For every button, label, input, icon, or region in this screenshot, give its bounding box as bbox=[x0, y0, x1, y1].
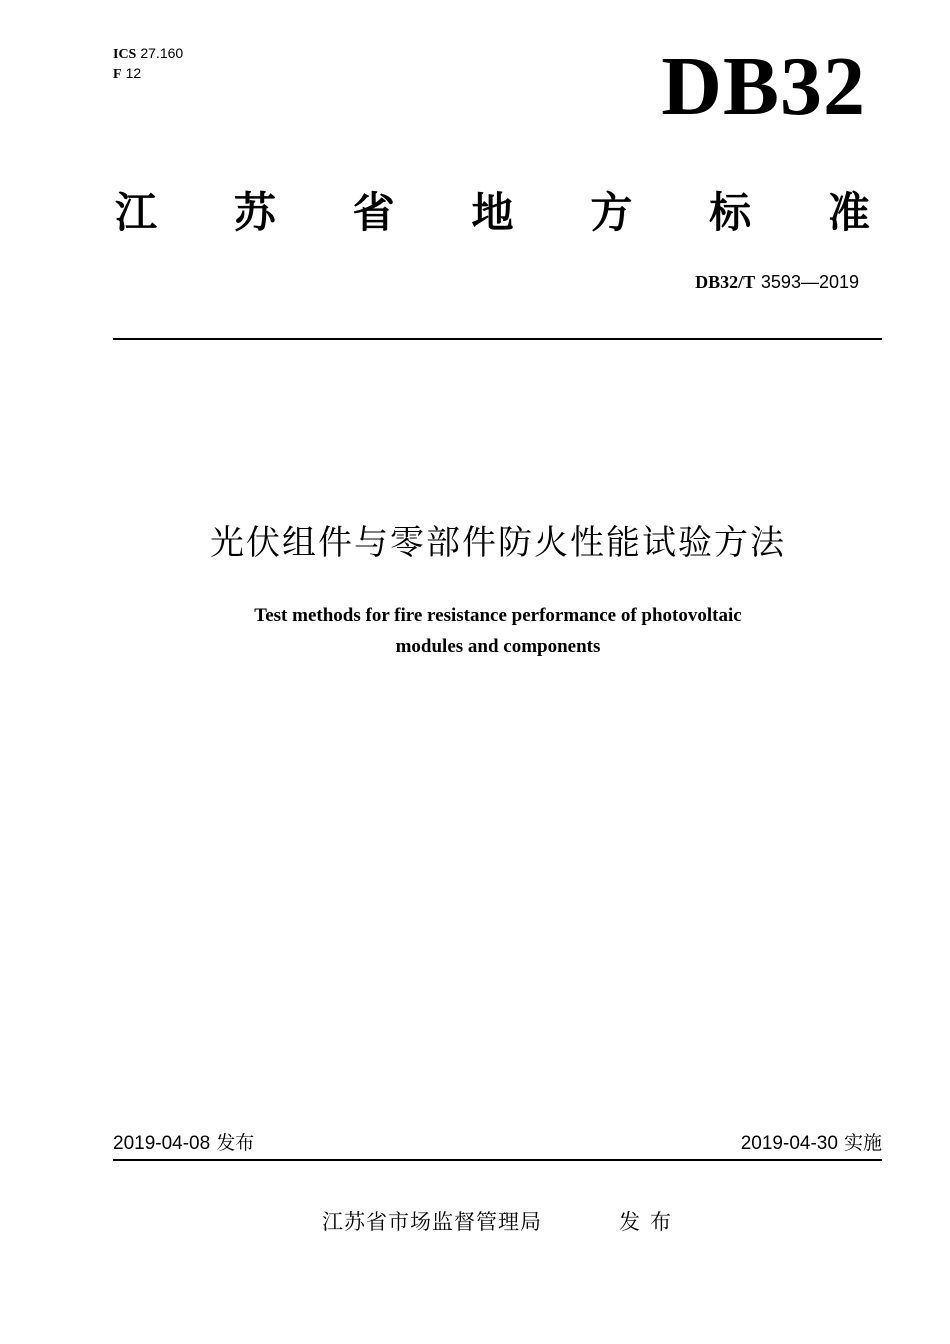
ccs-label: F bbox=[113, 67, 122, 82]
title-english bbox=[0, 600, 950, 662]
top-divider bbox=[113, 338, 882, 340]
standard-type-char: 标 bbox=[709, 188, 752, 237]
ics-code: 27.160 bbox=[140, 45, 184, 61]
standard-type-heading bbox=[115, 182, 870, 238]
standard-number-value: 3593—2019 bbox=[760, 272, 859, 292]
standard-type-char: 苏 bbox=[233, 188, 276, 237]
issue-date-label: 发布 bbox=[216, 1132, 255, 1154]
ccs-line bbox=[113, 64, 183, 84]
issue-date bbox=[113, 1128, 254, 1155]
standard-type-char: 准 bbox=[827, 188, 870, 237]
implementation-date-value: 2019-04-30 bbox=[740, 1133, 838, 1154]
title-english-line: modules and components bbox=[395, 636, 601, 657]
title-chinese: 光伏组件与零部件防火性能试验方法 bbox=[210, 523, 786, 563]
title-english-line: Test methods for fire resistance performance of photovoltaic bbox=[254, 605, 742, 626]
implementation-date-label: 实施 bbox=[843, 1132, 882, 1154]
ccs-code: 12 bbox=[125, 65, 142, 81]
standard-type-char: 江 bbox=[115, 188, 158, 237]
ics-line bbox=[113, 44, 183, 64]
standard-logo: DB32 bbox=[661, 40, 866, 133]
standard-type-char: 地 bbox=[471, 188, 514, 237]
publish-label: 发布 bbox=[619, 1210, 681, 1234]
standard-type-char: 省 bbox=[352, 188, 395, 237]
publisher-name: 江苏省市场监督管理局 bbox=[322, 1210, 542, 1234]
standard-number-prefix: DB32/T bbox=[695, 272, 756, 292]
standard-type-char: 方 bbox=[590, 188, 633, 237]
issue-date-value: 2019-04-08 bbox=[113, 1133, 211, 1154]
standard-number bbox=[695, 272, 859, 293]
implementation-date bbox=[741, 1128, 882, 1155]
classification-codes bbox=[113, 44, 183, 84]
bottom-divider bbox=[113, 1159, 882, 1161]
ics-label: ICS bbox=[113, 47, 137, 62]
